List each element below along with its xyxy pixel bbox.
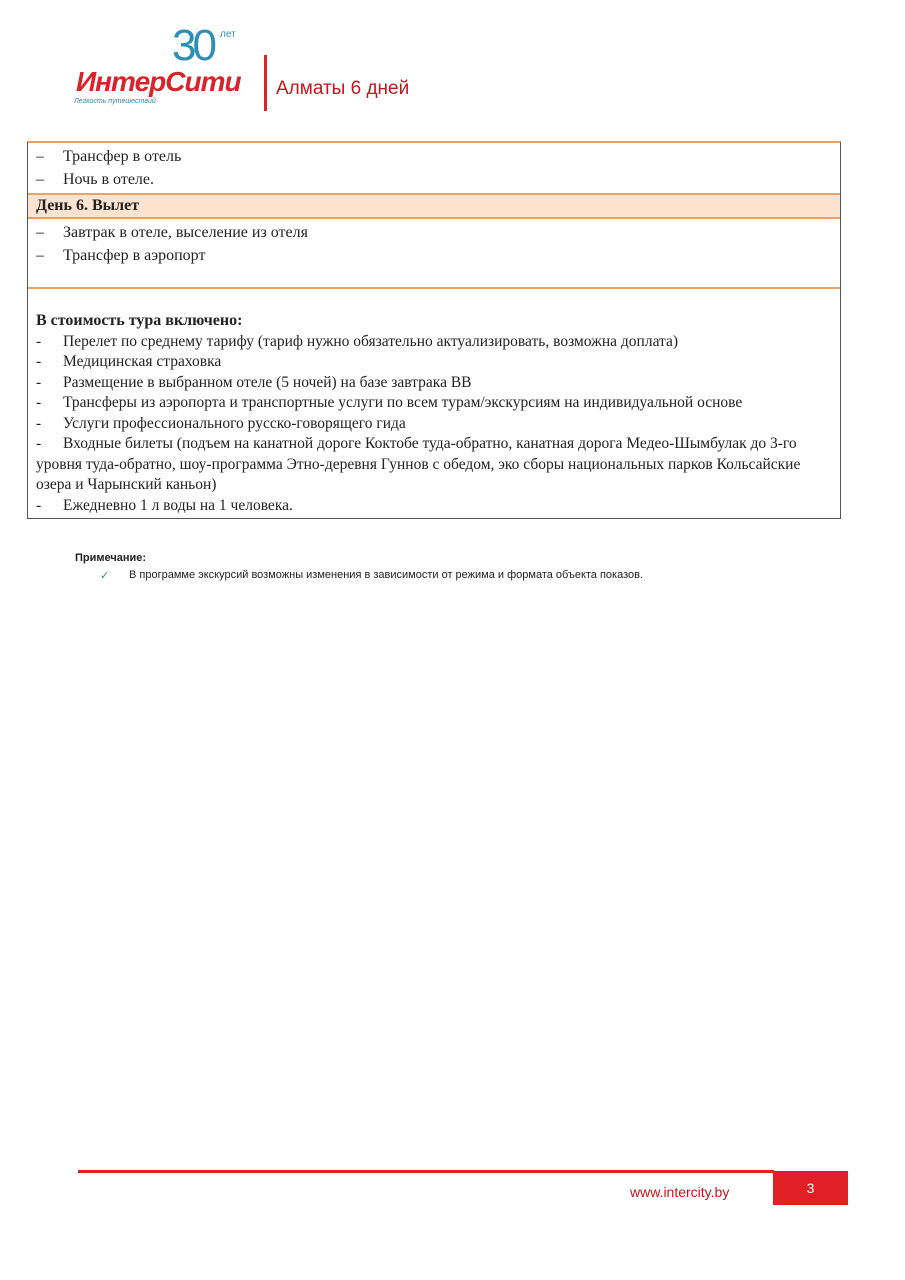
note-text: В программе экскурсий возможны изменения в зависимости от режима и формата объекта показов. — [129, 569, 644, 581]
dash: – — [36, 247, 44, 264]
dash: – — [36, 148, 44, 165]
intercity-logo — [72, 21, 257, 108]
header-divider — [264, 55, 267, 111]
item-text: Трансфер в отель — [63, 148, 182, 165]
item-text: Завтрак в отеле, выселение из отеля — [63, 224, 308, 241]
day5-cell — [28, 143, 840, 195]
list-item: - Услуги профессионального русско-говорящего гида — [36, 414, 406, 432]
included-heading: В стоимость тура включено: — [36, 312, 243, 329]
page-title: Алматы 6 дней — [276, 78, 410, 99]
item-text: Ежедневно 1 л воды на 1 человека. — [63, 496, 293, 514]
list-item: - Ежедневно 1 л воды на 1 человека. — [36, 496, 293, 514]
checkmark-icon: ✓ — [100, 570, 110, 582]
footer-line — [78, 1170, 774, 1173]
item-text: Услуги профессионального русско-говорящего гида — [63, 414, 406, 432]
page-number: 3 — [773, 1171, 848, 1205]
logo-text: ИнтерСити — [76, 66, 241, 97]
included-cell — [28, 289, 840, 518]
logo-badge: 30 — [172, 21, 213, 70]
dash: – — [36, 171, 44, 188]
note-heading: Примечание: — [75, 552, 147, 564]
footer-url[interactable]: www.intercity.by — [630, 1184, 730, 1200]
note — [75, 552, 643, 582]
dash: – — [36, 224, 44, 241]
item-text: Входные билеты (подъем на канатной дороге Коктобе туда-обратно, канатная дорога Медео-Шымбулак до 3-го уровня туда-обратно, шоу-программа Этно-деревня Гуннов с обедом, эко сборы национальных парков Кольсайские озера и Чарынский каньон) — [36, 435, 801, 493]
list-item: - Трансферы из аэропорта и транспортные услуги по всем турам/экскурсиям на индивидуальной основе — [36, 394, 743, 411]
list-item — [36, 168, 832, 191]
list-item — [36, 221, 832, 244]
logo-tagline: Легкость путешествий — [74, 98, 156, 105]
day6-cell — [28, 219, 840, 289]
logo-badge-sub: лет — [220, 29, 236, 40]
list-item: - Размещение в выбранном отеле (5 ночей) на базе завтрака BB — [36, 373, 472, 391]
item-text: Ночь в отеле. — [63, 171, 155, 188]
day6-heading: День 6. Вылет — [28, 195, 840, 219]
item-text: Перелет по среднему тарифу (тариф нужно обязательно актуализировать, возможна доплата) — [63, 332, 679, 350]
list-item: - Медицинская страховка — [36, 353, 222, 370]
list-item — [36, 244, 832, 267]
item-text: Размещение в выбранном отеле (5 ночей) на базе завтрака BB — [63, 373, 472, 391]
list-item: - Входные билеты (подъем на канатной дороге Коктобе туда-обратно, канатная дорога Медео-Шымбулак до 3-го уровня туда-обратно, шоу-программа Этно-деревня Гуннов с обедом, эко сборы национальных парков Кольсайские озера и Чарынский каньон) — [36, 435, 801, 493]
item-text: Трансферы из аэропорта и транспортные услуги по всем турам/экскурсиям на индивидуальной основе — [63, 394, 743, 411]
list-item: - Перелет по среднему тарифу (тариф нужно обязательно актуализировать, возможна доплата) — [36, 332, 679, 350]
item-text: Трансфер в аэропорт — [63, 247, 206, 264]
item-text: Медицинская страховка — [63, 353, 222, 370]
list-item — [36, 145, 832, 168]
program-table — [27, 141, 841, 519]
note-item — [100, 569, 643, 582]
